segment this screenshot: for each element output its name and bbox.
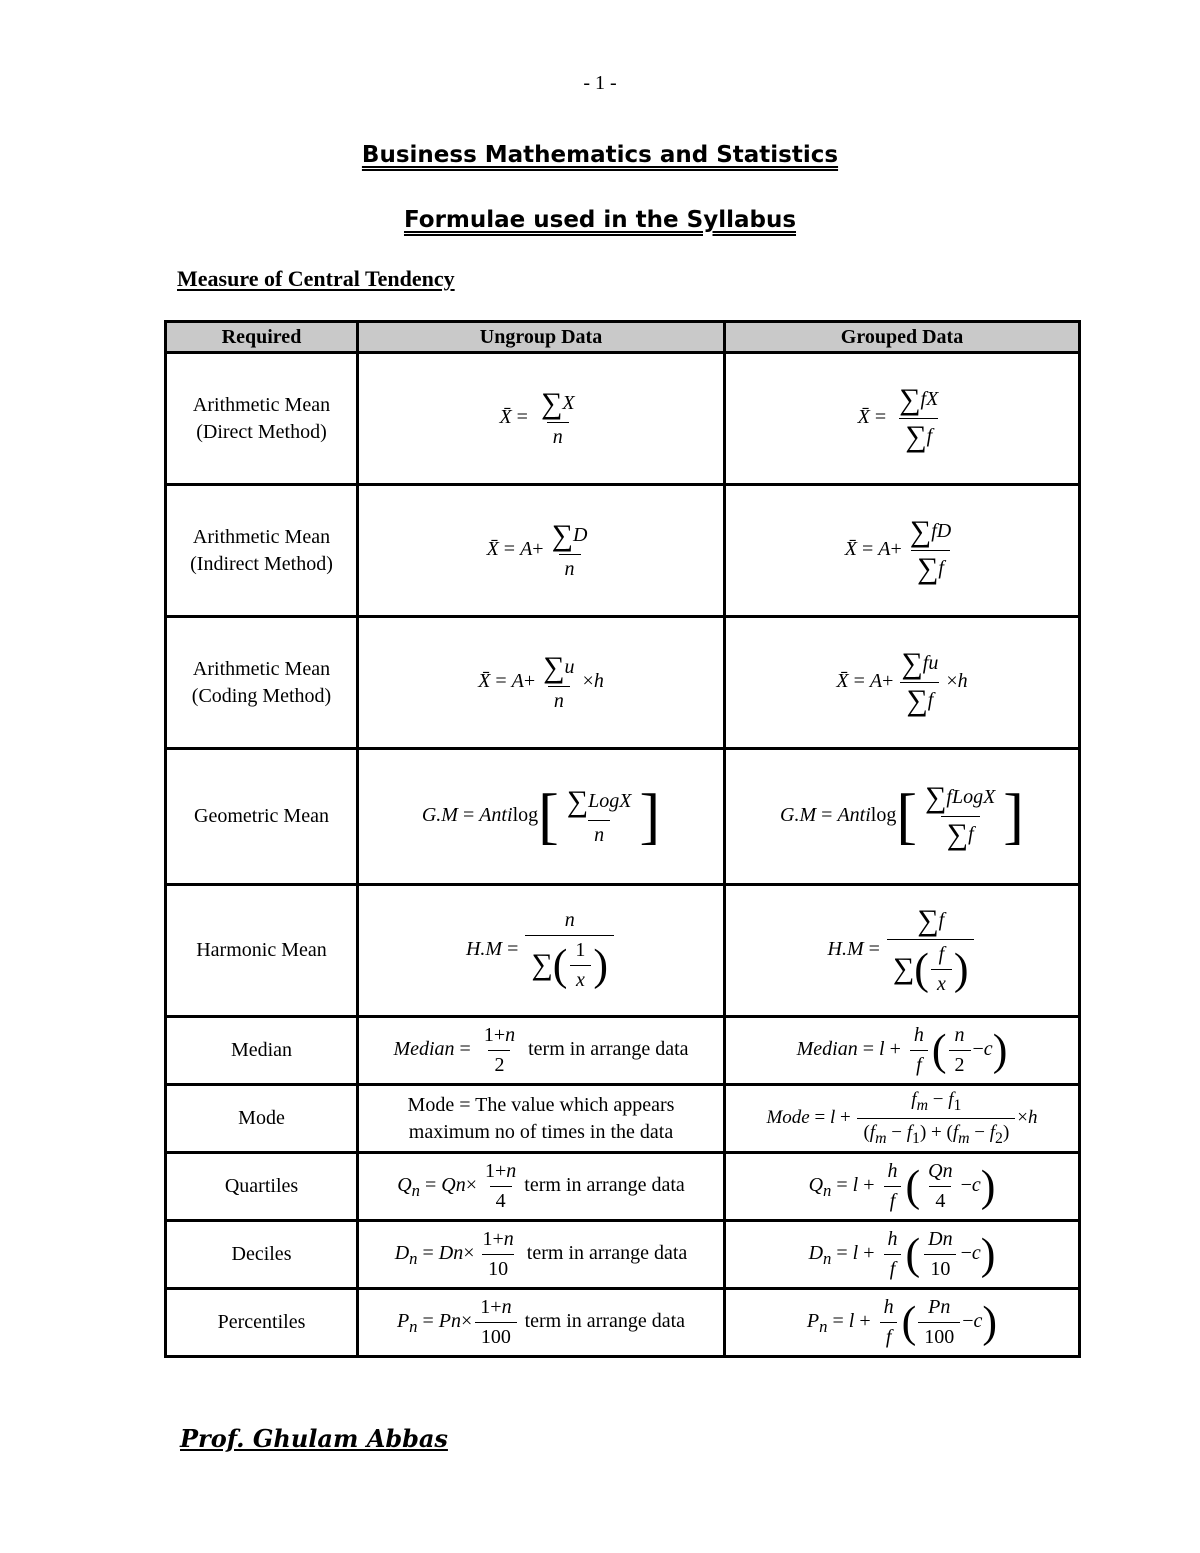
document-title-text: Business Mathematics and Statistics — [361, 142, 839, 168]
term-text: term in arrange data — [528, 1038, 689, 1061]
author-signature: Prof. Ghulam Abbas — [180, 1424, 448, 1453]
formula-median-grouped: Median = l + $\frac{h}{f}$ ( $\frac{n}{2}$ −c) — [725, 1017, 1080, 1085]
table-row — [166, 1085, 1080, 1153]
formula-am-direct-ungrouped: X̄ = $\frac{\sum X}{n}$ — [358, 353, 725, 485]
formula-median-ungrouped: Median = $\frac{1+n}{2}$ term in arrange data — [358, 1017, 725, 1085]
formula-hm-grouped: H.M = ∑f ∑( $\frac{f}{x}$ ) — [725, 885, 1080, 1017]
table-row — [166, 1289, 1080, 1357]
formula-am-coding-ungrouped: X̄ = A+ $\frac{\sum u}{n}$ ×h — [358, 617, 725, 749]
term-text: term in arrange data — [524, 1310, 686, 1333]
formula-mode-ungrouped — [358, 1085, 725, 1153]
row-label-hm: Harmonic Mean — [166, 885, 358, 1017]
formula-am-coding-grouped: X̄ = A+ $\frac{\sum fu}{\sum f}$ ×h — [725, 617, 1080, 749]
row-label-mode: Mode — [166, 1085, 358, 1153]
section-heading: Measure of Central Tendency — [177, 266, 455, 291]
formula-percentiles-ungrouped: $P_n = Pn\times$ $\frac{1+n}{100}$ term in arrange data — [358, 1289, 725, 1357]
formula-mode-grouped: Mode = l + $\frac{f_m - f_1}{(f_m - f_1) + (f_m - f_2)}$ ×h — [725, 1085, 1080, 1153]
table-row — [166, 1221, 1080, 1289]
table-row — [166, 1153, 1080, 1221]
term-text: term in arrange data — [526, 1242, 688, 1265]
formula-am-indirect-grouped: X̄ = A+ $\frac{\sum fD}{\sum f}$ — [725, 485, 1080, 617]
formula-hm-ungrouped: H.M = n ∑( $\frac{1}{x}$ ) — [358, 885, 725, 1017]
header-grouped-data: Grouped Data — [725, 322, 1080, 353]
row-label-quartiles: Quartiles — [166, 1153, 358, 1221]
row-label-am-direct: Arithmetic Mean (Direct Method) — [166, 353, 358, 485]
row-label-am-coding: Arithmetic Mean (Coding Method) — [166, 617, 358, 749]
formula-percentiles-grouped: $P_n = l$ + $\frac{h}{f}$ ( $\frac{Pn}{100}$ −c) — [725, 1289, 1080, 1357]
document-subtitle — [0, 207, 1200, 233]
formula-quartiles-grouped: $Q_n = l$ + $\frac{h}{f}$ ( $\frac{Qn}{4}$ −c) — [725, 1153, 1080, 1221]
row-label-median: Median — [166, 1017, 358, 1085]
formula-gm-grouped: G.M = Antilog[ $\frac{\text{∑fLogX}}{\sum f}$ ] — [725, 749, 1080, 885]
formula-gm-ungrouped: G.M = Antilog[ $\frac{\text{∑LogX}}{n}$ ] — [358, 749, 725, 885]
row-label-percentiles: Percentiles — [166, 1289, 358, 1357]
row-label-gm: Geometric Mean — [166, 749, 358, 885]
formula-am-indirect-ungrouped: X̄ = A+ $\frac{\sum D}{n}$ — [358, 485, 725, 617]
row-label-am-indirect: Arithmetic Mean (Indirect Method) — [166, 485, 358, 617]
mode-description: Mode = The value which appears maximum no of times in the data — [407, 1093, 675, 1143]
header-required: Required — [166, 322, 358, 353]
term-text: term in arrange data — [524, 1174, 685, 1197]
table-header-row — [166, 322, 1080, 353]
document-subtitle-text: Formulae used in the Syllabus — [403, 207, 797, 233]
row-label-deciles: Deciles — [166, 1221, 358, 1289]
document-title — [0, 142, 1200, 168]
formula-am-direct-grouped: X̄ = $\frac{\sum fX}{\sum f}$ — [725, 353, 1080, 485]
table-row — [166, 617, 1080, 749]
page-number: - 1 - — [583, 72, 617, 94]
header-ungroup-data: Ungroup Data — [358, 322, 725, 353]
table-row — [166, 353, 1080, 485]
formula-deciles-ungrouped: $D_n = Dn\times$ $\frac{1+n}{10}$ term in arrange data — [358, 1221, 725, 1289]
table-row — [166, 485, 1080, 617]
table-row — [166, 1017, 1080, 1085]
formula-table — [164, 320, 1081, 1358]
formula-deciles-grouped: $D_n = l$ + $\frac{h}{f}$ ( $\frac{Dn}{10}$ −c) — [725, 1221, 1080, 1289]
table-row — [166, 885, 1080, 1017]
formula-quartiles-ungrouped: $Q_n = Qn\times$ $\frac{1+n}{4}$ term in arrange data — [358, 1153, 725, 1221]
table-row — [166, 749, 1080, 885]
